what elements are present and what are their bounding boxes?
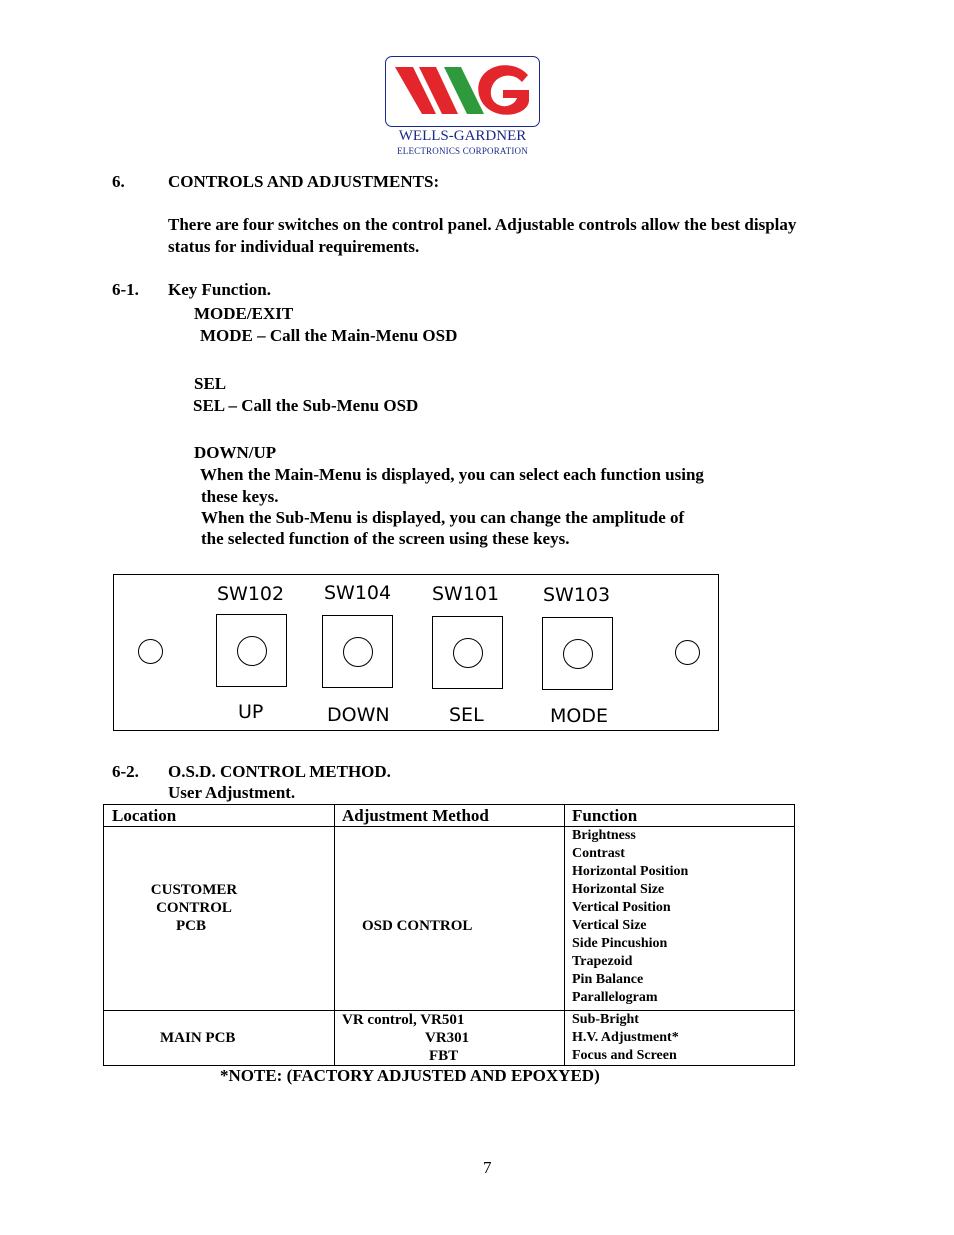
switch-sw104-id: SW104 (324, 582, 392, 604)
section-6-1-number: 6-1. (112, 280, 139, 299)
row1-location-line-1: CUSTOMER (150, 882, 238, 898)
row1-function-item: Brightness (572, 828, 636, 843)
logo-company-subtitle: ELECTRONICS CORPORATION (397, 146, 528, 156)
section-6-intro-line-1: There are four switches on the control panel. Adjustable controls allow the best display (168, 215, 797, 234)
section-6-intro-line-2: status for individual requirements. (168, 237, 420, 256)
row2-function-item: Sub-Bright (572, 1012, 639, 1027)
logo-emblem (385, 56, 540, 127)
mounting-hole-right-icon (675, 640, 700, 665)
switch-knob-icon (237, 636, 267, 666)
osd-control-table (103, 804, 795, 1066)
down-up-line-4: the selected function of the screen using these keys. (201, 529, 570, 548)
row2-function-item: Focus and Screen (572, 1048, 677, 1063)
table-header-location: Location (112, 806, 177, 825)
control-panel-diagram (113, 574, 719, 731)
section-6-2-subtitle: User Adjustment. (168, 783, 296, 802)
row1-function-item: Parallelogram (572, 990, 658, 1005)
row1-function-item: Vertical Size (572, 918, 647, 933)
table-header-function: Function (572, 806, 638, 825)
down-up-line-2: these keys. (201, 487, 279, 506)
logo-company-name: WELLS-GARDNER (398, 128, 527, 144)
switch-sw103-button (542, 617, 613, 690)
switch-sw102-button (216, 614, 287, 687)
page-number: 7 (483, 1158, 492, 1177)
switch-sw103-id: SW103 (543, 584, 611, 606)
wg-monogram-icon (386, 57, 539, 126)
section-6-1-title: Key Function. (168, 280, 271, 299)
down-up-line-1: When the Main-Menu is displayed, you can select each function using (200, 465, 704, 484)
switch-sw101-label: SEL (449, 704, 484, 726)
row2-method-line-2: VR301 (425, 1030, 470, 1046)
section-6-2-number: 6-2. (112, 762, 139, 781)
row1-function-item: Pin Balance (572, 972, 644, 987)
row1-method: OSD CONTROL (362, 918, 473, 934)
row2-method-line-3: FBT (429, 1048, 459, 1064)
mounting-hole-left-icon (138, 639, 163, 664)
row1-location-line-2: CONTROL (156, 900, 232, 916)
row1-function-item: Horizontal Size (572, 882, 665, 897)
sel-description: SEL – Call the Sub-Menu OSD (193, 396, 419, 415)
switch-sw103-label: MODE (550, 705, 608, 727)
row1-function-item: Contrast (572, 846, 625, 861)
table-note: *NOTE: (FACTORY ADJUSTED AND EPOXYED) (220, 1066, 600, 1085)
mode-description: MODE – Call the Main-Menu OSD (200, 326, 458, 345)
row1-function-item: Side Pincushion (572, 936, 668, 951)
section-6-2-title: O.S.D. CONTROL METHOD. (168, 762, 391, 781)
table-header-method: Adjustment Method (342, 806, 489, 825)
section-6-number: 6. (112, 172, 125, 191)
switch-sw102-id: SW102 (217, 583, 285, 605)
switch-sw102-label: UP (238, 701, 264, 723)
switch-sw104-label: DOWN (327, 704, 390, 726)
down-up-heading: DOWN/UP (194, 443, 277, 462)
sel-heading: SEL (194, 374, 227, 393)
row1-function-item: Horizontal Position (572, 864, 689, 879)
switch-sw101-button (432, 616, 503, 689)
switch-knob-icon (563, 639, 593, 669)
company-logo (385, 56, 540, 156)
switch-knob-icon (453, 638, 483, 668)
row2-location: MAIN PCB (160, 1030, 236, 1046)
switch-sw104-button (322, 615, 393, 688)
section-6-title: CONTROLS AND ADJUSTMENTS: (168, 172, 440, 191)
mode-exit-heading: MODE/EXIT (194, 304, 294, 323)
row1-location-line-3: PCB (176, 918, 206, 934)
row2-function-item: H.V. Adjustment* (572, 1030, 679, 1045)
switch-knob-icon (343, 637, 373, 667)
row2-method-line-1: VR control, VR501 (342, 1012, 465, 1028)
switch-sw101-id: SW101 (432, 583, 500, 605)
row1-function-item: Vertical Position (572, 900, 671, 915)
row1-function-item: Trapezoid (572, 954, 633, 969)
down-up-line-3: When the Sub-Menu is displayed, you can change the amplitude of (201, 508, 685, 527)
